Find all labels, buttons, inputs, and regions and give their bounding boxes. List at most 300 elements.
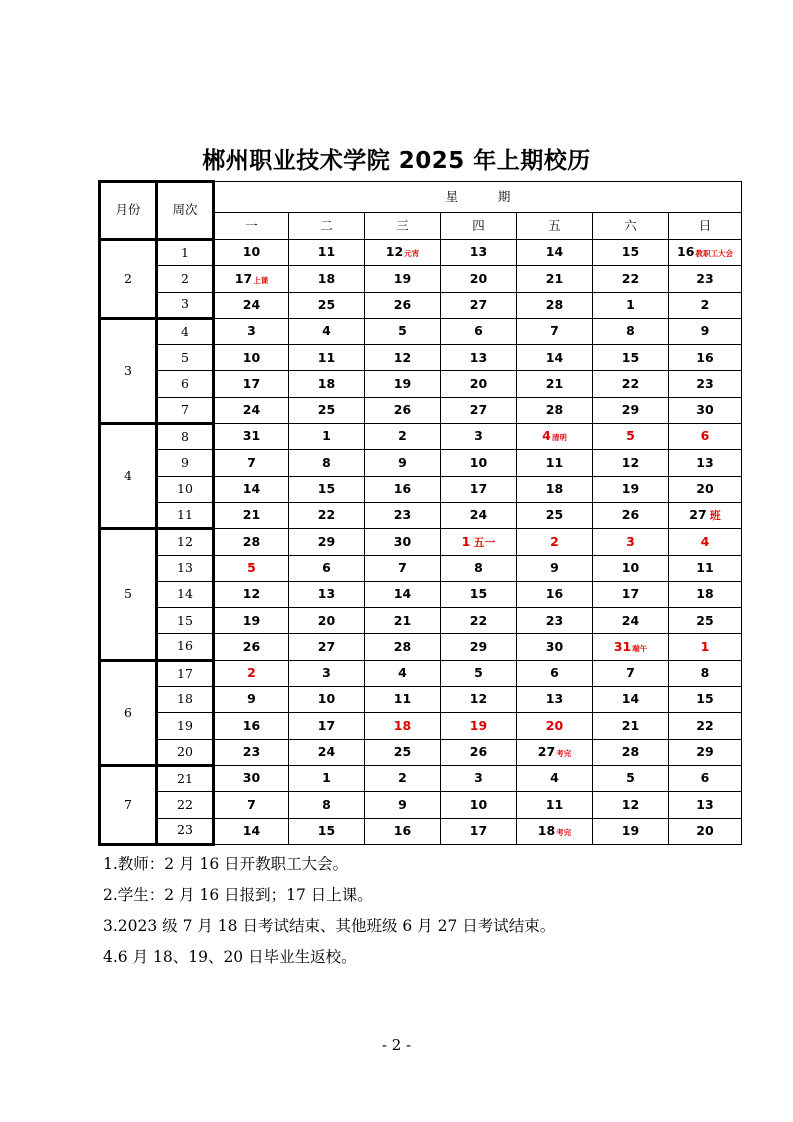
weekday-fri: 五 [517,213,593,240]
day-number: 2 [700,296,710,312]
day-cell [289,792,365,818]
day-number: 19 [393,270,412,286]
day-cell [214,634,289,660]
day-number: 29 [621,402,640,418]
day-cell [593,555,669,581]
day-number: 26 [242,638,261,654]
week-number-cell: 6 [157,371,214,397]
weekday-sun: 日 [669,213,742,240]
week-number-cell: 12 [157,529,214,555]
week-row [100,818,742,844]
day-cell [289,608,365,634]
week-row [100,581,742,607]
day-cell [214,739,289,765]
week-number-cell: 8 [157,424,214,450]
day-number: 25 [545,507,564,523]
week-row [100,476,742,502]
day-cell [214,792,289,818]
day-cell [214,713,289,739]
day-cell [441,818,517,844]
day-number: 14 [621,691,640,707]
day-cell [214,581,289,607]
day-number: 27 [469,296,488,312]
day-cell [365,371,441,397]
day-number: 22 [621,270,640,286]
day-number: 11 [393,691,412,707]
day-number: 24 [469,507,488,523]
day-cell [289,397,365,423]
day-cell [441,266,517,292]
week-number-cell: 19 [157,713,214,739]
day-cell [289,687,365,713]
day-cell [365,397,441,423]
day-number: 20 [469,375,488,391]
day-cell [517,660,593,686]
day-cell [593,450,669,476]
day-number: 13 [469,349,488,365]
day-cell [365,266,441,292]
week-row [100,660,742,686]
day-number: 23 [545,612,564,628]
day-number: 26 [393,402,412,418]
day-cell [669,240,742,266]
day-number: 16 [545,586,564,602]
day-number: 16 [696,349,714,365]
day-cell [214,818,289,844]
day-number: 8 [322,796,331,812]
day-number: 15 [621,244,640,260]
day-number: 17 [234,270,253,286]
day-number: 3 [474,770,483,786]
week-number-cell: 22 [157,792,214,818]
weekday-sat: 六 [593,213,669,240]
day-note: 元宵 [404,249,420,259]
day-cell [669,634,742,660]
day-number: 12 [385,244,404,260]
day-number: 1 [626,296,635,312]
day-cell [593,502,669,528]
day-cell [289,739,365,765]
week-row [100,502,742,528]
day-cell [441,424,517,450]
day-cell [214,687,289,713]
day-cell [669,529,742,555]
day-number: 17 [317,717,336,733]
day-number: 1 [322,770,331,786]
note-line: 2.学生：2 月 16 日报到；17 日上课。 [103,886,373,904]
day-cell [517,424,593,450]
day-cell [669,371,742,397]
day-number: 14 [545,244,564,260]
month-cell: 6 [100,660,157,765]
day-number: 3 [626,533,635,549]
day-cell [593,318,669,344]
week-row [100,424,742,450]
week-row [100,713,742,739]
day-number: 29 [317,533,336,549]
day-cell [214,371,289,397]
day-note: 上课 [253,275,269,285]
day-cell [214,529,289,555]
month-cell: 4 [100,424,157,529]
day-cell [214,424,289,450]
day-cell [593,397,669,423]
day-number: 18 [537,822,556,838]
day-cell [669,476,742,502]
day-number: 23 [696,375,714,391]
day-number: 15 [469,586,488,602]
day-cell [593,687,669,713]
week-number-cell: 14 [157,581,214,607]
day-number: 10 [242,244,261,260]
day-cell [289,634,365,660]
header-row [100,182,742,213]
week-row [100,371,742,397]
day-cell [669,424,742,450]
week-number-cell: 17 [157,660,214,686]
day-cell [214,240,289,266]
day-cell [517,713,593,739]
day-cell [593,739,669,765]
day-cell [593,792,669,818]
day-cell [365,240,441,266]
day-number: 14 [545,349,564,365]
day-cell [365,713,441,739]
day-number: 10 [242,349,261,365]
day-cell [441,450,517,476]
day-number: 19 [242,612,261,628]
day-number: 22 [696,717,714,733]
day-number: 8 [626,323,635,339]
day-cell [669,318,742,344]
day-number: 8 [700,665,710,681]
day-cell [365,476,441,502]
day-cell [517,818,593,844]
day-number: 9 [398,454,407,470]
day-cell [365,608,441,634]
day-cell [517,450,593,476]
day-cell [669,397,742,423]
week-row [100,555,742,581]
day-note: 考完 [556,827,572,837]
day-cell [365,765,441,791]
note-line: 1.教师：2 月 16 日开教职工大会。 [103,855,349,873]
day-number: 30 [242,770,261,786]
day-number: 15 [696,691,714,707]
day-number: 20 [469,270,488,286]
day-cell [214,450,289,476]
day-number: 10 [469,796,488,812]
day-number: 23 [242,744,261,760]
day-number: 12 [621,796,640,812]
day-number: 22 [317,507,336,523]
day-number: 23 [696,270,714,286]
day-cell [441,555,517,581]
day-number: 6 [474,323,483,339]
day-number: 18 [545,481,564,497]
day-cell [669,765,742,791]
week-number-cell: 23 [157,818,214,844]
day-cell [289,292,365,318]
day-cell [214,345,289,371]
day-number: 12 [621,454,640,470]
day-number: 25 [317,296,336,312]
day-cell [365,792,441,818]
day-cell [517,739,593,765]
day-number: 11 [317,349,336,365]
day-number: 19 [393,375,412,391]
day-cell [441,687,517,713]
day-number: 24 [317,744,336,760]
day-cell [593,345,669,371]
day-number: 4 [398,665,407,681]
day-cell [669,818,742,844]
day-number: 18 [696,586,714,602]
week-number-cell: 3 [157,292,214,318]
day-number: 10 [317,691,336,707]
month-cell: 2 [100,240,157,319]
day-cell [214,292,289,318]
day-cell [441,739,517,765]
week-row [100,608,742,634]
day-number: 4 [550,770,559,786]
day-number: 30 [545,638,564,654]
day-cell [517,476,593,502]
notes-list [103,849,743,973]
day-number: 16 [242,717,261,733]
day-cell [365,292,441,318]
day-number: 11 [545,454,564,470]
day-number: 1 [700,638,710,654]
day-cell [214,660,289,686]
day-cell [669,345,742,371]
day-number: 21 [393,612,412,628]
day-number: 29 [469,638,488,654]
day-number: 8 [322,454,331,470]
day-cell [365,345,441,371]
week-number-cell: 20 [157,739,214,765]
day-number: 5 [626,428,635,444]
day-number: 17 [469,481,488,497]
day-cell [517,345,593,371]
week-row [100,765,742,791]
weekday-thu: 四 [441,213,517,240]
day-cell [289,765,365,791]
day-number: 5 [626,770,635,786]
day-cell [517,266,593,292]
day-number: 2 [398,770,407,786]
day-number: 3 [322,665,331,681]
day-cell [517,792,593,818]
week-row [100,397,742,423]
day-number: 9 [700,323,710,339]
week-row [100,792,742,818]
page-title: 郴州职业技术学院 2025 年上期校历 [202,148,591,174]
day-cell [593,818,669,844]
day-number: 26 [469,744,488,760]
day-number: 14 [242,481,261,497]
day-number: 24 [621,612,640,628]
day-cell [593,660,669,686]
week-row [100,634,742,660]
day-number: 7 [550,323,559,339]
weekday-group-header: 星 期 [214,182,742,213]
day-number: 20 [696,481,714,497]
day-number: 16 [677,244,695,260]
day-number: 19 [621,822,640,838]
day-cell [441,318,517,344]
day-number: 21 [242,507,261,523]
week-number-cell: 1 [157,240,214,266]
day-number: 2 [550,533,559,549]
day-cell [517,397,593,423]
day-number: 18 [317,375,336,391]
day-cell [441,502,517,528]
day-cell [593,713,669,739]
day-number: 16 [393,481,412,497]
day-number: 4 [322,323,331,339]
day-cell [441,240,517,266]
day-number: 6 [700,770,710,786]
day-number: 25 [393,744,412,760]
day-cell [214,608,289,634]
day-cell [517,292,593,318]
day-number: 25 [317,402,336,418]
day-number: 13 [696,454,714,470]
day-cell [517,765,593,791]
page-number: - 2 - [381,1036,412,1054]
day-number: 12 [242,586,261,602]
day-number: 19 [621,481,640,497]
day-cell [214,397,289,423]
day-cell [669,581,742,607]
day-cell [365,424,441,450]
day-cell [289,424,365,450]
day-number: 12 [469,691,488,707]
day-cell [214,555,289,581]
day-number: 15 [621,349,640,365]
day-number: 7 [398,559,407,575]
day-cell [593,240,669,266]
day-number: 26 [393,296,412,312]
day-number: 9 [398,796,407,812]
day-cell [517,634,593,660]
day-cell [593,765,669,791]
week-row [100,266,742,292]
day-number: 22 [621,375,640,391]
day-number: 10 [621,559,640,575]
day-cell [289,266,365,292]
month-cell: 7 [100,765,157,844]
day-cell [593,424,669,450]
day-cell [441,581,517,607]
day-note: 端午 [632,643,648,653]
day-cell [669,713,742,739]
day-cell [365,502,441,528]
week-number-cell: 10 [157,476,214,502]
day-number: 7 [626,665,635,681]
day-note: 考完 [556,749,572,759]
day-cell [517,581,593,607]
day-number: 9 [550,559,559,575]
day-cell [289,450,365,476]
day-cell [289,502,365,528]
day-cell [441,371,517,397]
week-row [100,450,742,476]
week-number-cell: 13 [157,555,214,581]
week-number-cell: 2 [157,266,214,292]
day-number: 31 [242,428,261,444]
day-number: 14 [393,586,412,602]
day-cell [517,529,593,555]
day-number: 15 [317,822,336,838]
weekday-tue: 二 [289,213,365,240]
day-cell [289,240,365,266]
day-cell [441,397,517,423]
day-number: 31 [613,638,632,654]
day-cell [365,634,441,660]
day-number: 8 [474,559,483,575]
day-cell [517,608,593,634]
day-cell [289,713,365,739]
week-number-cell: 7 [157,397,214,423]
day-cell [669,292,742,318]
day-number: 25 [696,612,714,628]
day-number: 20 [545,717,564,733]
day-note: 五一 [473,535,496,549]
day-number: 27 [317,638,336,654]
day-cell [214,765,289,791]
day-number: 6 [322,559,331,575]
day-number: 21 [545,375,564,391]
day-number: 5 [247,559,256,575]
day-number: 11 [696,559,714,575]
day-number: 21 [545,270,564,286]
day-number: 5 [398,323,407,339]
day-number: 20 [317,612,336,628]
day-cell [593,266,669,292]
day-cell [593,371,669,397]
day-cell [365,450,441,476]
month-header: 月份 [100,182,157,240]
day-cell [289,345,365,371]
day-cell [365,529,441,555]
day-cell [289,818,365,844]
day-number: 7 [247,796,256,812]
day-cell [517,371,593,397]
week-row [100,345,742,371]
day-cell [669,266,742,292]
day-number: 12 [393,349,412,365]
day-number: 15 [317,481,336,497]
week-header: 周次 [157,182,214,240]
week-number-cell: 15 [157,608,214,634]
week-number-cell: 21 [157,765,214,791]
day-number: 1 [322,428,331,444]
month-cell: 5 [100,529,157,660]
day-number: 28 [242,533,261,549]
day-number: 17 [242,375,261,391]
day-number: 9 [247,691,256,707]
day-cell [669,555,742,581]
day-number: 3 [474,428,483,444]
day-cell [365,660,441,686]
day-cell [214,318,289,344]
note-line: 4.6 月 18、19、20 日毕业生返校。 [103,948,357,966]
day-cell [593,476,669,502]
day-number: 4 [700,533,710,549]
day-cell [593,608,669,634]
